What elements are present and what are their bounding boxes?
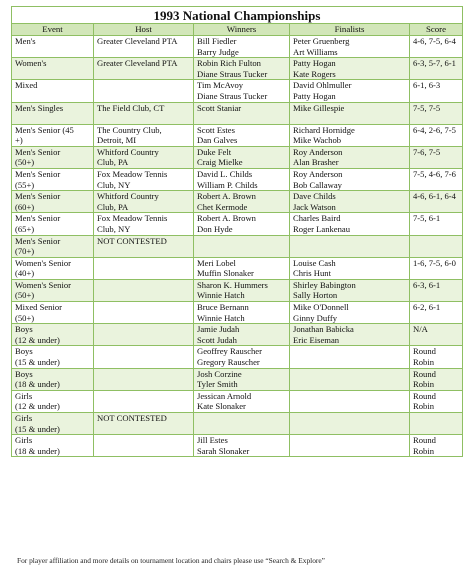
cell-score: Round Robin [410, 390, 463, 412]
cell-winners: David L. Childs William P. Childs [194, 168, 290, 190]
cell-score [410, 235, 463, 257]
column-header-finalists: Finalists [290, 24, 410, 36]
cell-finalists: David Ohlmuller Patty Hogan [290, 80, 410, 102]
cell-host: NOT CONTESTED [94, 413, 194, 435]
cell-winners: Scott Staniar [194, 102, 290, 124]
cell-host [94, 390, 194, 412]
cell-winners: Bruce Bernann Winnie Hatch [194, 302, 290, 324]
cell-finalists: Roy Anderson Alan Brasher [290, 146, 410, 168]
cell-score: 6-2, 6-1 [410, 302, 463, 324]
cell-host: Fox Meadow Tennis Club, NY [94, 213, 194, 235]
table-row [12, 191, 463, 213]
cell-finalists: Shirley Babington Sally Horton [290, 279, 410, 301]
cell-host: The Field Club, CT [94, 102, 194, 124]
cell-host: Whitford Country Club, PA [94, 146, 194, 168]
cell-event: Men's Senior (55+) [12, 168, 94, 190]
table-row [12, 302, 463, 324]
cell-score: Round Robin [410, 346, 463, 368]
championships-table [11, 6, 463, 457]
cell-finalists [290, 435, 410, 457]
cell-score: 6-3, 5-7, 6-1 [410, 58, 463, 80]
cell-score: Round Robin [410, 435, 463, 457]
cell-event: Men's Senior (70+) [12, 235, 94, 257]
cell-score: 7-5, 4-6, 7-6 [410, 168, 463, 190]
table-row [12, 413, 463, 435]
cell-finalists: Jonathan Babicka Eric Eiseman [290, 324, 410, 346]
cell-event: Boys (12 & under) [12, 324, 94, 346]
cell-event: Men's Senior (60+) [12, 191, 94, 213]
cell-winners: Sharon K. Hummers Winnie Hatch [194, 279, 290, 301]
cell-score: 7-6, 7-5 [410, 146, 463, 168]
cell-host [94, 302, 194, 324]
cell-event: Girls (12 & under) [12, 390, 94, 412]
cell-winners: Bill Fiedler Barry Judge [194, 36, 290, 58]
cell-host [94, 80, 194, 102]
cell-event: Men's Senior (65+) [12, 213, 94, 235]
table-row [12, 368, 463, 390]
cell-event: Men's Senior (45 +) [12, 124, 94, 146]
table-row [12, 58, 463, 80]
championships-table-container [11, 6, 462, 457]
cell-host [94, 346, 194, 368]
cell-event: Women's Senior (40+) [12, 257, 94, 279]
cell-score: N/A [410, 324, 463, 346]
cell-score: Round Robin [410, 368, 463, 390]
table-row [12, 146, 463, 168]
cell-host: Greater Cleveland PTA [94, 58, 194, 80]
column-header-winners: Winners [194, 24, 290, 36]
column-header-event: Event [12, 24, 94, 36]
table-row [12, 80, 463, 102]
table-row [12, 213, 463, 235]
cell-winners: Tim McAvoy Diane Straus Tucker [194, 80, 290, 102]
header-row [12, 24, 463, 36]
cell-finalists: Richard Hornidge Mike Wachob [290, 124, 410, 146]
table-row [12, 102, 463, 124]
cell-winners: Jill Estes Sarah Slonaker [194, 435, 290, 457]
cell-finalists: Peter Gruenberg Art Williams [290, 36, 410, 58]
cell-winners: Duke Felt Craig Mielke [194, 146, 290, 168]
cell-host: NOT CONTESTED [94, 235, 194, 257]
cell-host: Greater Cleveland PTA [94, 36, 194, 58]
table-row [12, 168, 463, 190]
cell-host: Fox Meadow Tennis Club, NY [94, 168, 194, 190]
cell-finalists: Roy Anderson Bob Callaway [290, 168, 410, 190]
cell-score: 1-6, 7-5, 6-0 [410, 257, 463, 279]
cell-winners: Robert A. Brown Don Hyde [194, 213, 290, 235]
table-row [12, 36, 463, 58]
cell-winners: Jamie Judah Scott Judah [194, 324, 290, 346]
table-row [12, 124, 463, 146]
cell-host [94, 257, 194, 279]
table-title: 1993 National Championships [12, 7, 463, 24]
cell-finalists [290, 368, 410, 390]
cell-finalists [290, 346, 410, 368]
table-row [12, 346, 463, 368]
cell-finalists: Charles Baird Roger Lankenau [290, 213, 410, 235]
cell-event: Men's [12, 36, 94, 58]
cell-finalists [290, 235, 410, 257]
cell-event: Women's [12, 58, 94, 80]
cell-finalists: Louise Cash Chris Hunt [290, 257, 410, 279]
cell-score: 6-3, 6-1 [410, 279, 463, 301]
cell-finalists [290, 390, 410, 412]
column-header-host: Host [94, 24, 194, 36]
cell-score: 4-6, 6-1, 6-4 [410, 191, 463, 213]
cell-winners: Jessican Arnold Kate Slonaker [194, 390, 290, 412]
column-header-score: Score [410, 24, 463, 36]
footer-note: For player affiliation and more details on tournament location and chairs please use “Search & Explore” [17, 556, 325, 565]
cell-score: 7-5, 6-1 [410, 213, 463, 235]
table-body [12, 36, 463, 457]
cell-winners: Josh Corzine Tyler Smith [194, 368, 290, 390]
cell-event: Mixed Senior (50+) [12, 302, 94, 324]
cell-finalists: Dave Childs Jack Watson [290, 191, 410, 213]
cell-winners [194, 413, 290, 435]
cell-event: Mixed [12, 80, 94, 102]
cell-score: 6-1, 6-3 [410, 80, 463, 102]
cell-score: 4-6, 7-5, 6-4 [410, 36, 463, 58]
cell-event: Women's Senior (50+) [12, 279, 94, 301]
table-row [12, 235, 463, 257]
cell-finalists [290, 413, 410, 435]
cell-finalists: Mike Gillespie [290, 102, 410, 124]
table-row [12, 324, 463, 346]
cell-event: Men's Senior (50+) [12, 146, 94, 168]
cell-host [94, 279, 194, 301]
cell-winners: Meri Lobel Muffin Slonaker [194, 257, 290, 279]
cell-score [410, 413, 463, 435]
cell-event: Girls (15 & under) [12, 413, 94, 435]
cell-host [94, 324, 194, 346]
cell-winners: Geoffrey Rauscher Gregory Rauscher [194, 346, 290, 368]
table-row [12, 257, 463, 279]
table-row [12, 435, 463, 457]
cell-score: 6-4, 2-6, 7-5 [410, 124, 463, 146]
cell-event: Girls (18 & under) [12, 435, 94, 457]
cell-event: Men's Singles [12, 102, 94, 124]
table-row [12, 390, 463, 412]
cell-host: Whitford Country Club, PA [94, 191, 194, 213]
cell-finalists: Patty Hogan Kate Rogers [290, 58, 410, 80]
cell-score: 7-5, 7-5 [410, 102, 463, 124]
cell-winners: Scott Estes Dan Galves [194, 124, 290, 146]
table-row [12, 279, 463, 301]
cell-winners [194, 235, 290, 257]
cell-event: Boys (15 & under) [12, 346, 94, 368]
cell-winners: Robert A. Brown Chet Kermode [194, 191, 290, 213]
cell-host: The Country Club, Detroit, MI [94, 124, 194, 146]
cell-host [94, 435, 194, 457]
cell-event: Boys (18 & under) [12, 368, 94, 390]
cell-host [94, 368, 194, 390]
cell-finalists: Mike O'Donnell Ginny Duffy [290, 302, 410, 324]
cell-winners: Robin Rich Fulton Diane Straus Tucker [194, 58, 290, 80]
